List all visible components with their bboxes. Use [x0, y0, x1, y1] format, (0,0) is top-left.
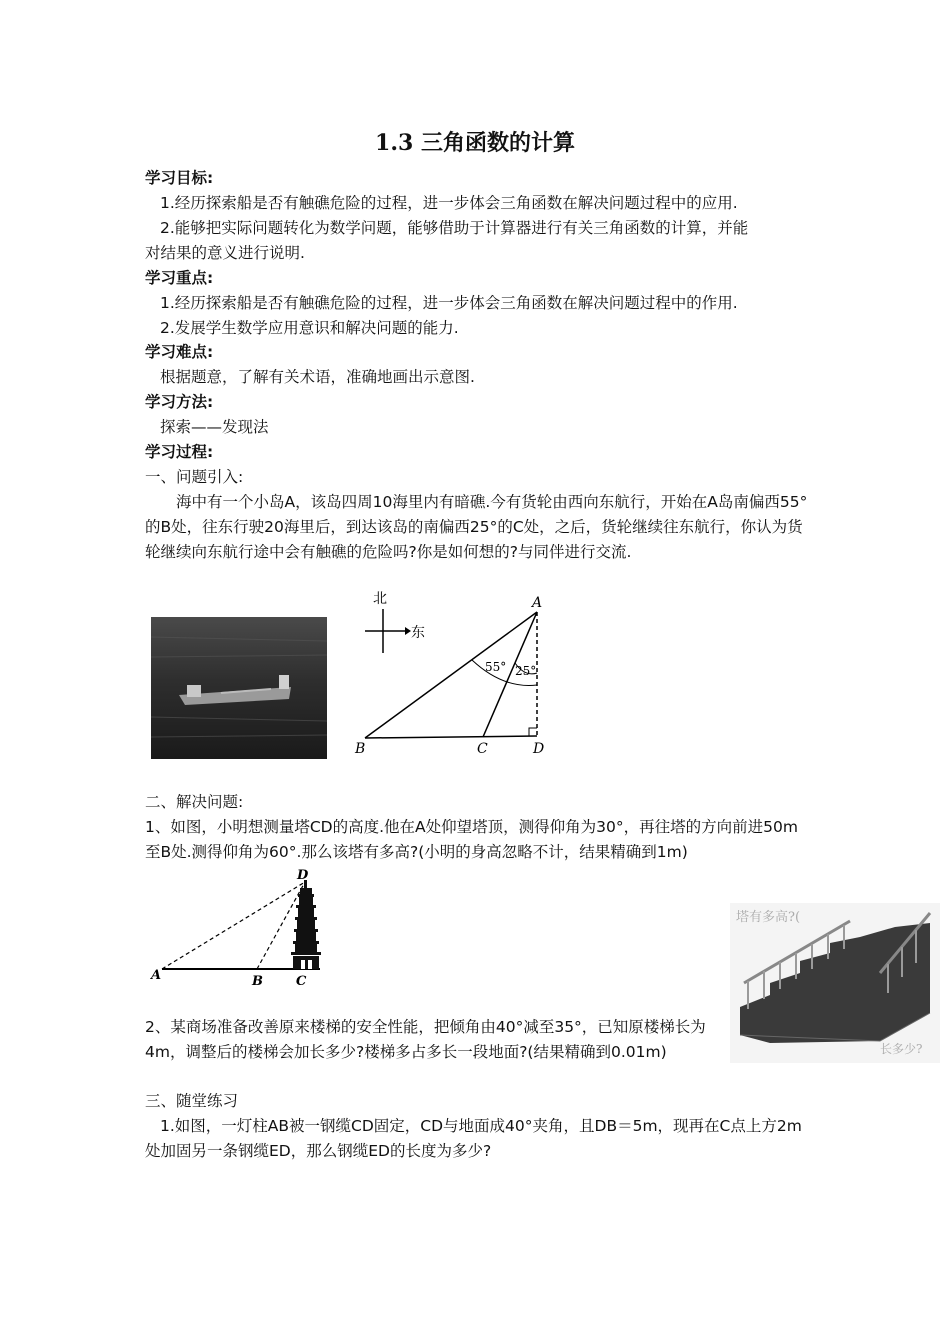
method-1: 探索——发现法 [160, 418, 269, 436]
tower-point-A: A [151, 968, 162, 983]
key-points-heading: 学习重点: [145, 269, 214, 287]
goal-1: 1.经历探索船是否有触礁危险的过程，进一步体会三角函数在解决问题过程中的应用. [160, 194, 738, 212]
angle-25-label: 25° [515, 664, 537, 678]
question-1: 1、如图，小明想测量塔CD的高度.他在A处仰望塔顶，测得仰角为30°，再往塔的方向前进50m至B处.测得仰角为60°.那么该塔有多高?(小明的身高忽略不计，结果精确到1m) [145, 818, 798, 861]
east-label: 东 [411, 625, 425, 641]
goal-2-line1: 2.能够把实际问题转化为数学问题，能够借助于计算器进行有关三角函数的计算，并能 [160, 219, 749, 237]
goal-2-line2: 对结果的意义进行说明. [145, 244, 305, 262]
stairs-bg-text-2: 长多少? [880, 1042, 923, 1056]
part1-text: 海中有一个小岛A，该岛四周10海里内有暗礁.今有货轮由西向东航行，开始在A岛南偏西55°的B处，往东行驶20海里后，到达该岛的南偏西25°的C处，之后，货轮继续往东航行，你认为货轮继续向东航行途中会有触礁的危险吗?你是如何想的?与同伴进行交流. [145, 493, 808, 561]
question-2: 2、某商场准备改善原来楼梯的安全性能，把倾角由40°减至35°，已知原楼梯长为4m，调整后的楼梯会加长多少?楼梯多占多长一段地面?(结果精确到0.01m) [145, 1018, 706, 1061]
exercise-1: 1.如图，一灯柱AB被一钢缆CD固定，CD与地面成40°夹角，且DB＝5m，现再在C点上方2m处加固另一条钢缆ED，那么钢缆ED的长度为多少? [145, 1117, 802, 1160]
tower-point-C: C [296, 974, 307, 988]
tower-point-D: D [297, 868, 309, 883]
figure2-tower-diagram [145, 868, 330, 988]
right-angle-mark [529, 728, 537, 736]
part2-heading: 二、解决问题: [145, 793, 244, 811]
sightline-A [162, 882, 305, 969]
tower-point-B: B [252, 974, 263, 988]
part3-heading: 三、随堂练习 [145, 1092, 239, 1110]
stairs-photo [730, 903, 940, 1063]
method-heading: 学习方法: [145, 393, 214, 411]
pagoda-icon [291, 880, 321, 969]
angle-55-label: 55° [485, 660, 507, 674]
point-A: A [532, 595, 543, 611]
difficulty-1: 根据题意，了解有关术语，准确地画出示意图. [160, 368, 475, 386]
part1-heading: 一、问题引入: [145, 468, 244, 486]
point-B: B [355, 741, 366, 757]
ship-photo [151, 617, 327, 759]
difficulty-heading: 学习难点: [145, 343, 214, 361]
ship-bridge [187, 685, 201, 697]
goals-heading: 学习目标: [145, 169, 214, 187]
figure1-diagram [345, 585, 560, 760]
point-C: C [477, 741, 488, 757]
process-heading: 学习过程: [145, 443, 214, 461]
stairs-bg-text-1: 塔有多高?( [736, 910, 801, 925]
north-label: 北 [373, 591, 387, 607]
key-point-2: 2.发展学生数学应用意识和解决问题的能力. [160, 319, 459, 337]
page-title: 1.3 三角函数的计算 [375, 130, 575, 156]
line-BD [365, 736, 537, 738]
point-D: D [533, 741, 545, 757]
key-point-1: 1.经历探索船是否有触礁危险的过程，进一步体会三角函数在解决问题过程中的作用. [160, 294, 738, 312]
